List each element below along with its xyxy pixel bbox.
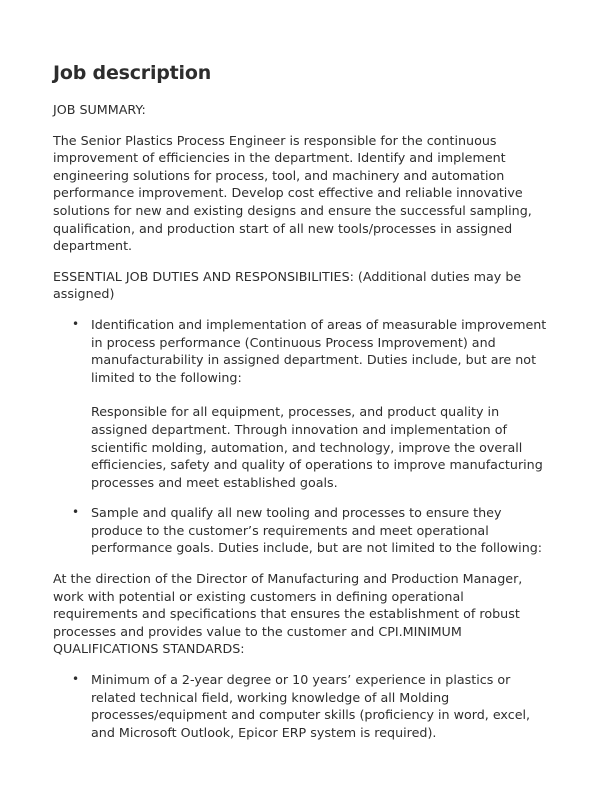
qualifications-list bbox=[53, 671, 551, 741]
qualification-text: Minimum of a 2-year degree or 10 years’ experience in plastics or related technical field, working knowledge of all Molding processes/equipment and computer skills (proficiency in word, excel, and Microsoft Outlook, Epicor ERP system is required). bbox=[91, 672, 531, 740]
bullet-icon: • bbox=[72, 316, 80, 331]
bullet-icon: • bbox=[72, 505, 80, 520]
list-item bbox=[72, 316, 551, 491]
list-item bbox=[72, 504, 551, 557]
bullet-icon: • bbox=[72, 672, 80, 687]
direction-text: At the direction of the Director of Manufacturing and Production Manager, work with potential or existing customers in defining operational requirements and specifications that ensures the establishment of robust processes and provides value to the customer and CPI.MINIMUM QUALIFICATIONS STANDARDS: bbox=[53, 571, 523, 657]
duty-text: Identification and implementation of areas of measurable improvement in process performance (Continuous Process Improvement) and manufacturability in assigned department. Duties include, but are not limited to the following: bbox=[91, 316, 547, 385]
list-item bbox=[72, 671, 551, 741]
duty-text: Sample and qualify all new tooling and processes to ensure they produce to the customer’s requirements and meet operational performance goals. Duties include, but are not limited to the following: bbox=[91, 505, 543, 556]
duties-list bbox=[53, 316, 551, 557]
summary-heading: JOB SUMMARY: bbox=[53, 102, 146, 117]
duty-subtext: Responsible for all equipment, processes, and product quality in assigned department. Through innovation and implementation of scientific molding, automation, and technology, improve the overall efficiencies, safety and quality of operations to improve manufacturing processes and meet established goals. bbox=[91, 404, 543, 490]
summary-text: The Senior Plastics Process Engineer is responsible for the continuous improvement of efficiencies in the department. Identify and implement engineering solutions for process, tool, and machinery and automation performance improvement. Develop cost effective and reliable innovative solutions for new and existing designs and ensure the successful sampling, qualification, and production start of all new tools/processes in assigned department. bbox=[53, 132, 532, 254]
duties-heading: ESSENTIAL JOB DUTIES AND RESPONSIBILITIES: (Additional duties may be assigned) bbox=[53, 268, 522, 302]
page-title: Job description bbox=[53, 62, 212, 84]
